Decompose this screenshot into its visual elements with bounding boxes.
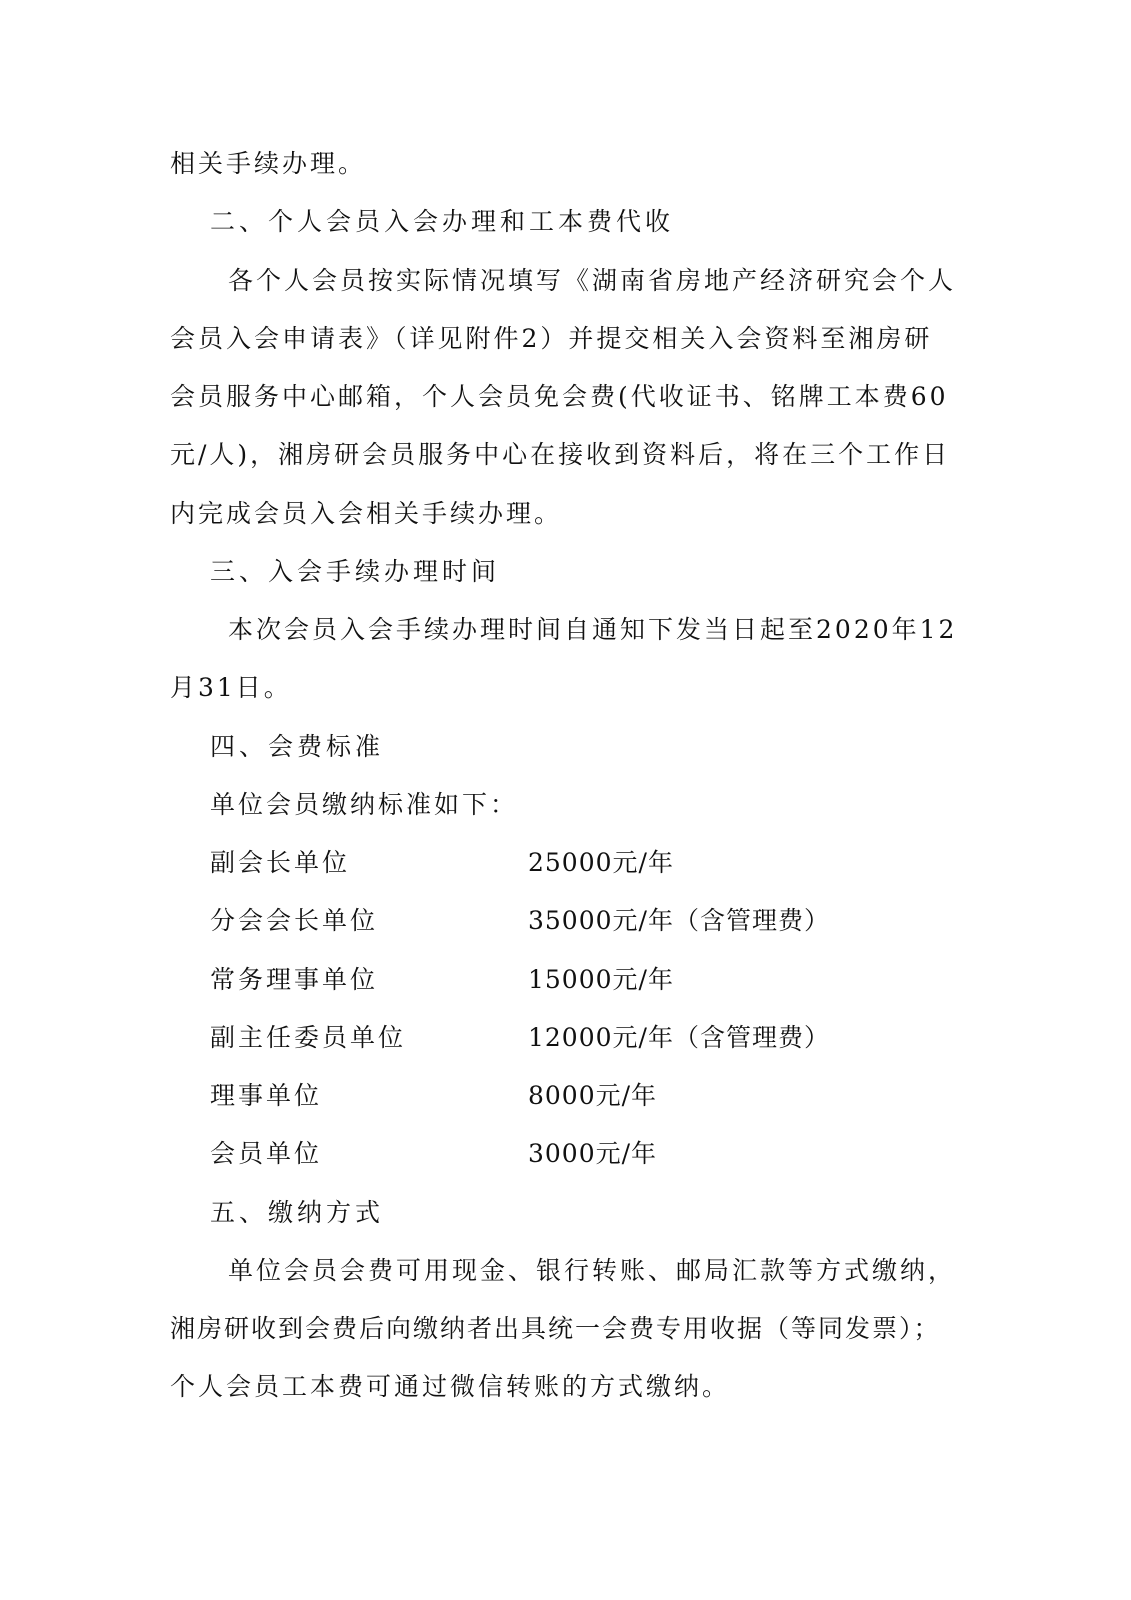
fee-amount: 8000元/年: [528, 1081, 658, 1110]
fee-unit-name: 副会长单位: [210, 848, 351, 877]
section-5-line-2: 湘房研收到会费后向缴纳者出具统一会费专用收据（等同发票）；: [170, 1314, 941, 1343]
section-2-line-2: 会员入会申请表》（详见附件2）并提交相关入会资料至湘房研: [170, 324, 933, 353]
fee-amount: 3000元/年: [528, 1139, 658, 1168]
fee-row: [210, 1020, 970, 1056]
section-2-line-1: 各个人会员按实际情况填写《湖南省房地产经济研究会个人: [228, 266, 957, 295]
section-3-line-2: 月31日。: [170, 673, 292, 702]
fee-unit-name: 常务理事单位: [210, 965, 379, 994]
paragraph-continuation-line: 相关手续办理。: [170, 149, 367, 178]
section-5-line-3: 个人会员工本费可通过微信转账的方式缴纳。: [170, 1372, 731, 1401]
fee-unit-name: 分会会长单位: [210, 906, 379, 935]
section-5-line-1: 单位会员会费可用现金、银行转账、邮局汇款等方式缴纳，: [228, 1256, 957, 1285]
section-2-line-4: 元/人)，湘房研会员服务中心在接收到资料后，将在三个工作日: [170, 440, 951, 469]
section-2-heading: 二、个人会员入会办理和工本费代收: [210, 207, 675, 236]
fee-unit-name: 理事单位: [210, 1081, 323, 1110]
fee-row: [210, 1136, 970, 1172]
fee-unit-name: 会员单位: [210, 1139, 323, 1168]
fee-row: [210, 845, 970, 881]
section-5-heading: 五、缴纳方式: [210, 1198, 385, 1227]
section-4-heading: 四、会费标准: [210, 732, 385, 761]
fee-intro-text: 单位会员缴纳标准如下：: [210, 790, 519, 819]
section-2-line-5: 内完成会员入会相关手续办理。: [170, 499, 563, 528]
fee-row: [210, 903, 970, 939]
fee-amount: 12000元/年（含管理费）: [528, 1023, 830, 1052]
section-2-line-3: 会员服务中心邮箱，个人会员免会费(代收证书、铭牌工本费60: [170, 382, 949, 411]
fee-amount: 15000元/年: [528, 965, 674, 994]
fee-amount: 35000元/年（含管理费）: [528, 906, 830, 935]
section-3-heading: 三、入会手续办理时间: [210, 557, 501, 586]
fee-row: [210, 962, 970, 998]
section-3-line-1: 本次会员入会手续办理时间自通知下发当日起至2020年12: [228, 615, 958, 644]
fee-amount: 25000元/年: [528, 848, 674, 877]
fee-unit-name: 副主任委员单位: [210, 1023, 407, 1052]
fee-row: [210, 1078, 970, 1114]
